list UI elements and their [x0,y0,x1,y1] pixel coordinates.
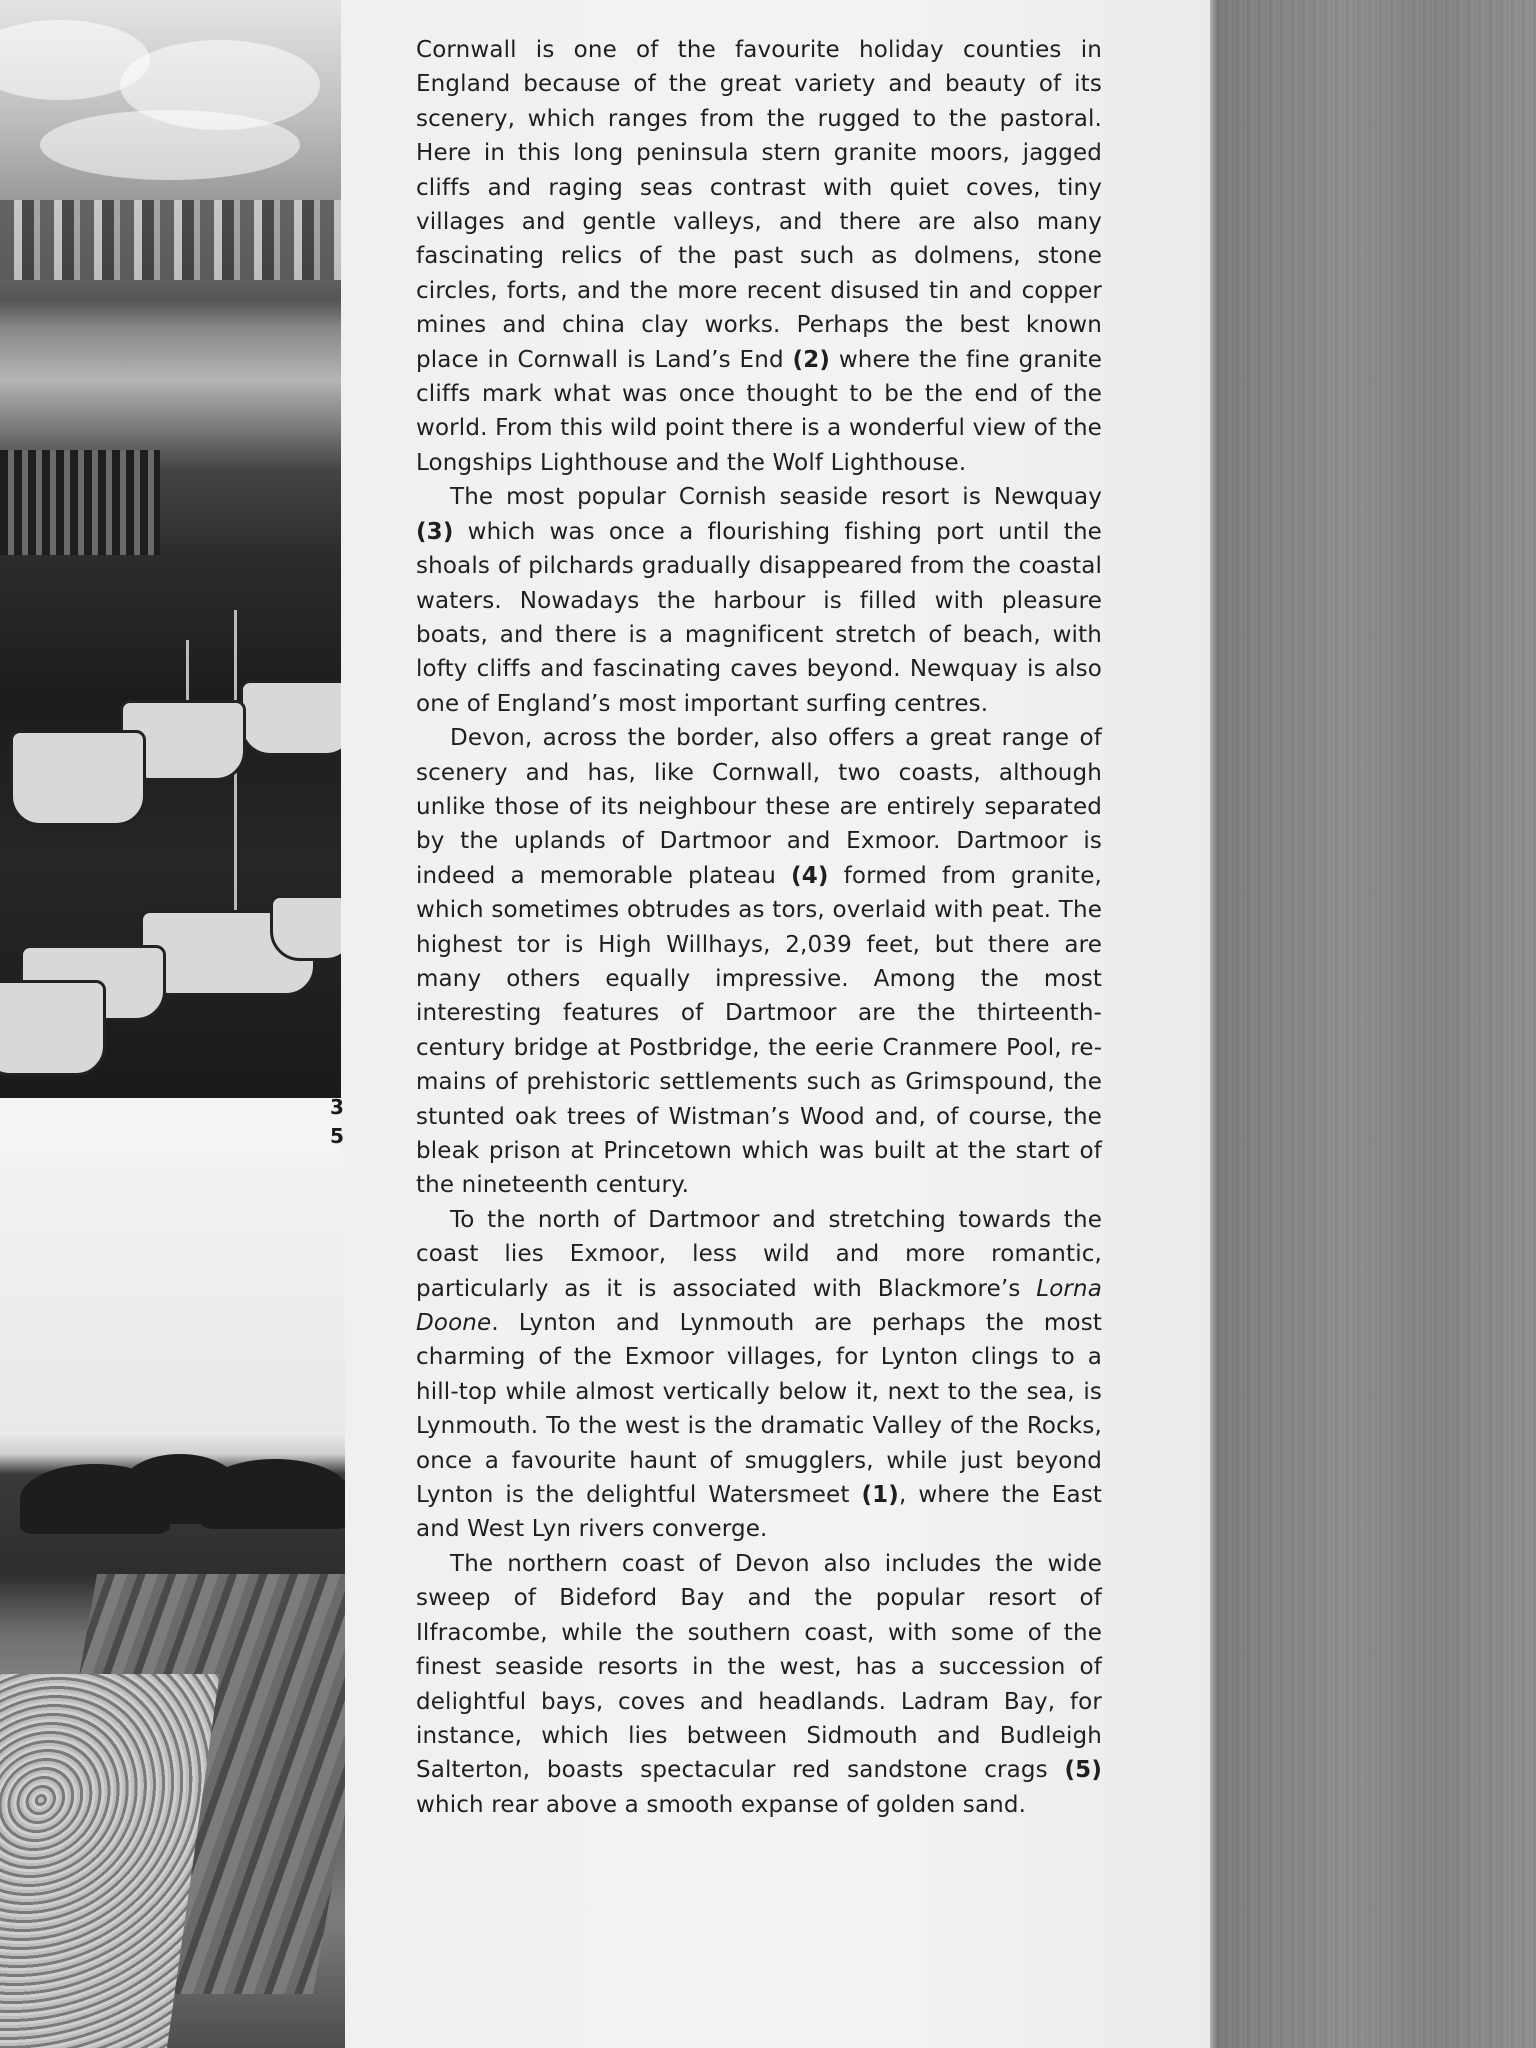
paragraph-text: . Lynton and Lynmouth are perhaps the most charming of the Exmoor villages, for Lynton clings to a hill-top while almost vertically below it, next to the sea, is Lynmouth. To the west is the dramatic Valley of the Rocks, once a favourite haunt of smugglers, while just beyond Lynton is the delightful Watersmeet [416,1310,1102,1509]
paragraph-text: Cornwall is one of the favourite holiday counties in England because of the great variety and beauty of its scenery, which ranges from the rugged to the pastoral. Here in this long peninsula stern granite moors, jagged cliffs and raging seas contrast with quiet coves, tiny villages and gentle valleys, and there are also many fascinating relics of the past such as dolmens, stone circles, forts, and the more recent disused tin and copper mines and china clay works. Perhaps the best known place in Cornwall is Land’s End [416,37,1102,373]
paragraph-text: which was once a flourishing fishing port until the shoals of pilchards gradually disappeared from the coastal waters. Nowadays the harbour is filled with pleasure boats, and there is a magnificent stretch of beach, with lofty cliffs and fascinating caves beyond. Newquay is also one of England’s most important surfing centres. [416,518,1102,717]
photo-reference: (2) [792,346,831,373]
page-number [329,1093,345,1151]
page-number-digit: 5 [330,1124,344,1148]
paragraph-text: which rear above a smooth expanse of golden sand. [416,1791,1027,1818]
article-text [416,33,1102,1822]
paragraph-text: The most popular Cornish seaside resort is Newquay [450,484,1102,511]
article-paragraph [416,1547,1102,1822]
harbour-photo [0,0,341,1098]
paragraph-text: where the fine granite cliffs mark what was once thought to be the end of the world. From this wild point there is a wonderful view of the Longships Lighthouse and the Wolf Lighthouse. [416,346,1102,476]
photo-separator [0,1098,341,1154]
page-number-digit: 3 [330,1095,344,1119]
article-paragraph [416,33,1102,480]
paragraph-text: , where the East and West Lyn rivers converge. [416,1482,1102,1543]
book-title: Lorna Doone [416,1275,1102,1337]
paragraph-text: Devon, across the border, also offers a great range of scenery and has, like Cornwall, two coasts, although unlike those of its neighbour these are entirely separated by the uplands of Dartmoor and Exmoor. Dartmoor is indeed a memorable plateau [416,725,1102,889]
paragraph-text: To the north of Dartmoor and stretching towards the coast lies Exmoor, less wild and more romantic, particularly as it is associated with Blackmore’s [416,1206,1102,1302]
paragraph-text: formed from granite, which sometimes obtrudes as tors, overlaid with peat. The highest tor is High Willhays, 2,039 feet, but there are many others equally impressive. Among the most interesting features of Dartmoor are the thirteenth-century bridge at Postbridge, the eerie Cranmere Pool, remains of prehistoric settlements such as Grimspound, the stunted oak trees of Wistman’s Wood and, of course, the bleak prison at Princetown which was built at the start of the nineteenth century. [416,862,1102,1199]
article-paragraph [416,1203,1102,1547]
photo-reference: (4) [791,862,829,889]
article-paragraph [416,480,1102,721]
photo-reference: (1) [861,1482,899,1509]
paragraph-text: The northern coast of Devon also includes the wide sweep of Bideford Bay and the popular resort of Ilfracombe, while the southern coast, with some of the finest seaside resorts in the west, has a succession of delightful bays, coves and headlands. Ladram Bay, for instance, which lies between Sidmouth and Budleigh Salterton, boasts spectacular red sandstone crags [416,1550,1102,1784]
article-paragraph [416,721,1102,1203]
photo-reference: (3) [416,518,454,545]
beach-cliff-photo [0,1154,345,2048]
wooden-table-background [1212,0,1536,2048]
photo-reference: (5) [1064,1757,1102,1784]
